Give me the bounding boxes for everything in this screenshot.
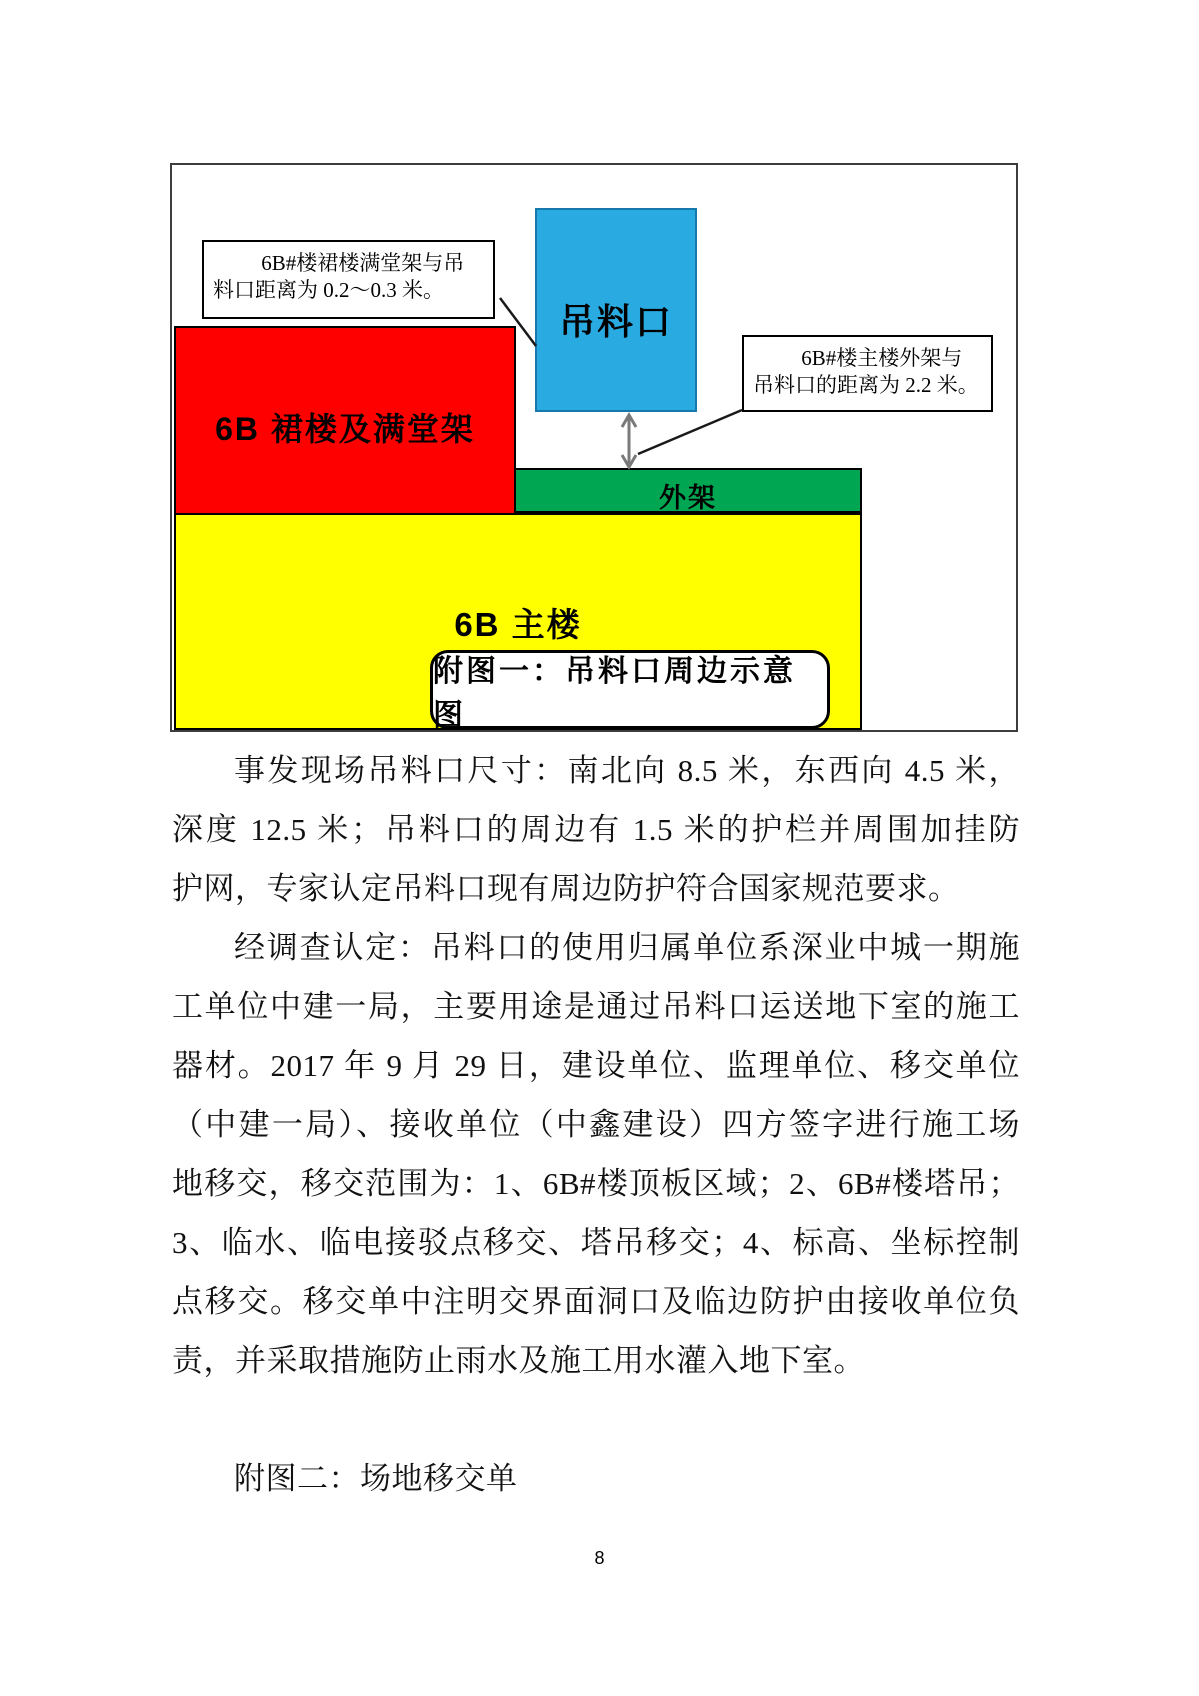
text-line: 料口距离为 0.2～0.3 米。: [213, 278, 444, 302]
text-line: 器材。2017 年 9 月 29 日，建设单位、监理单位、移交单位: [172, 1048, 1020, 1083]
text-line: 地移交，移交范围为：1、6B#楼顶板区域；2、6B#楼塔吊；: [172, 1166, 1020, 1201]
paragraph-dimensions: [172, 741, 1020, 918]
paragraph-investigation: [172, 918, 1020, 1390]
figure1-caption-box: [430, 650, 830, 732]
text-line: 点移交。移交单中注明交界面洞口及临边防护由接收单位负: [172, 1284, 1020, 1319]
block-podium-scaffold: [174, 326, 516, 515]
text-line: 吊料口的距离为 2.2 米。: [753, 373, 979, 397]
block-podium-scaffold-label: 6B 裙楼及满堂架: [215, 411, 475, 447]
figure2-caption: 附图二：场地移交单: [234, 1461, 518, 1496]
text-line: 深度 12.5 米；吊料口的周边有 1.5 米的护栏并周围加挂防: [172, 812, 1020, 847]
block-outer-scaffold: [514, 468, 862, 515]
block-outer-scaffold-label: 外架: [659, 483, 717, 513]
text-line: 事发现场吊料口尺寸：南北向 8.5 米，东西向 4.5 米，: [234, 753, 1020, 788]
text-line: 工单位中建一局，主要用途是通过吊料口运送地下室的施工: [172, 989, 1020, 1024]
text-line: 责，并采取措施防止雨水及施工用水灌入地下室。: [172, 1343, 865, 1378]
body-text: [172, 741, 1020, 1508]
block-crane-opening: [535, 208, 697, 412]
text-line: 6B#楼裙楼满堂架与吊: [261, 251, 465, 275]
block-main-tower-label: 6B 主楼: [454, 606, 582, 643]
page-number: 8: [594, 1548, 605, 1568]
figure1-caption: 附图一：吊料口周边示意图: [433, 654, 796, 732]
text-line: （中建一局）、接收单位（中鑫建设）四方签字进行施工场: [172, 1107, 1020, 1142]
callout-outer-scaffold-distance: [742, 335, 993, 412]
text-line: 6B#楼主楼外架与: [801, 346, 963, 370]
text-line: 护网，专家认定吊料口现有周边防护符合国家规范要求。: [172, 871, 960, 906]
figure1-diagram-frame: [170, 163, 1018, 732]
text-line: 经调查认定：吊料口的使用归属单位系深业中城一期施: [234, 930, 1020, 965]
callout-podium-distance: [202, 240, 495, 319]
text-line: 3、临水、临电接驳点移交、塔吊移交；4、标高、坐标控制: [172, 1225, 1020, 1260]
block-crane-opening-label: 吊料口: [558, 301, 673, 342]
